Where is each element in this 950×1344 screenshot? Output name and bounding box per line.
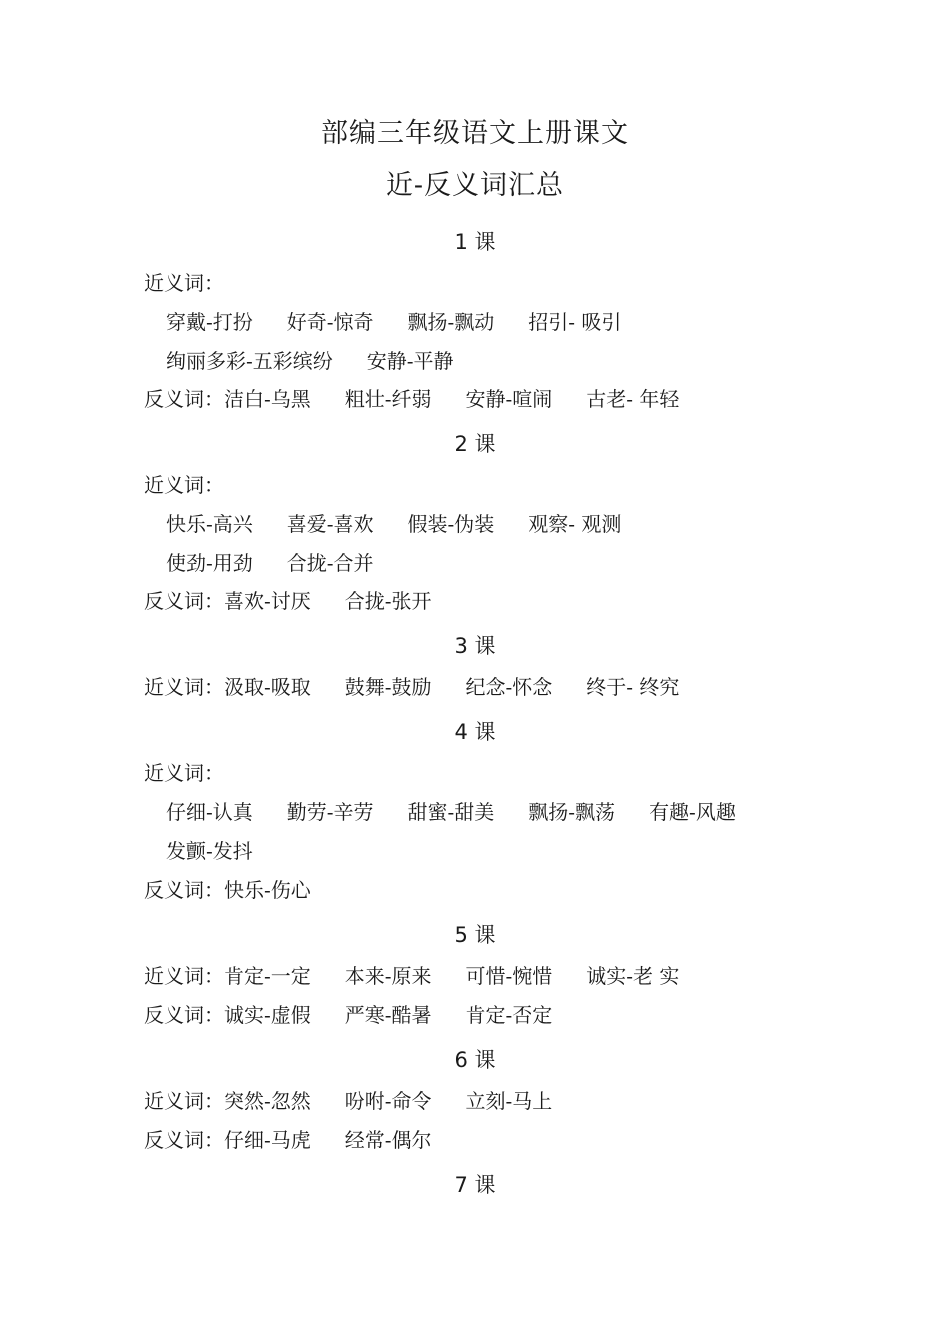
word-pair: 仔细-认真 [166, 800, 253, 824]
lesson-4-antonym-row: 反义词：快乐-伤心 [144, 878, 311, 902]
word-pair: 使劲-用劲 [166, 551, 253, 575]
lesson-1-heading: 1 课 [454, 230, 496, 254]
lesson-1-antonym-row: 反义词：洁白-乌黑 粗壮-纤弱 安静-喧闹 古老- 年轻 [144, 387, 680, 411]
document-title: 部编三年级语文上册课文 [321, 118, 629, 149]
word-pair: 仔细-马虎 [224, 1128, 311, 1152]
lesson-1-synonym-row-1 [166, 309, 655, 335]
lesson-7-heading: 7 课 [454, 1173, 496, 1197]
lesson-2-synonym-row-2 [166, 550, 408, 576]
word-pair: 肯定-否定 [465, 1003, 553, 1027]
lesson-3-heading: 3 课 [454, 634, 496, 658]
word-pair: 快乐-伤心 [224, 878, 311, 902]
word-pair: 鼓舞-鼓励 [344, 675, 432, 699]
word-pair: 突然-忽然 [224, 1089, 311, 1113]
word-pair: 飘扬-飘荡 [528, 800, 616, 824]
word-pair: 肯定-一定 [224, 964, 311, 988]
lesson-6-synonym-row: 近义词：突然-忽然 吩咐-命令 立刻-马上 [144, 1089, 553, 1113]
word-pair: 经常-偶尔 [344, 1128, 432, 1152]
document-subtitle: 近-反义词汇总 [385, 170, 565, 201]
word-pair: 招引- 吸引 [528, 310, 622, 334]
lesson-4-synonym-row-2 [166, 838, 287, 864]
lesson-4-synonym-row-1 [166, 799, 770, 825]
lesson-6-heading: 6 课 [454, 1048, 496, 1072]
word-pair: 立刻-马上 [465, 1089, 553, 1113]
word-pair: 勤劳-辛劳 [286, 800, 374, 824]
lesson-3-synonym-row: 近义词：汲取-吸取 鼓舞-鼓励 纪念-怀念 终于- 终究 [144, 675, 680, 699]
word-pair: 喜欢-讨厌 [224, 589, 311, 613]
word-pair: 有趣-风趣 [649, 800, 736, 824]
lesson-2-synonym-label: 近义词： [144, 473, 224, 497]
word-pair: 观察- 观测 [528, 512, 622, 536]
word-pair: 诚实-老 实 [586, 964, 680, 988]
lesson-2-heading: 2 课 [454, 432, 496, 456]
lesson-4-synonym-label: 近义词： [144, 761, 224, 785]
lesson-4-heading: 4 课 [454, 720, 496, 744]
word-pair: 纪念-怀念 [465, 675, 553, 699]
lesson-2-antonym-row: 反义词：喜欢-讨厌 合拢-张开 [144, 589, 432, 613]
word-pair: 合拢-合并 [286, 551, 374, 575]
word-pair: 快乐-高兴 [166, 512, 253, 536]
word-pair: 严寒-酷暑 [344, 1003, 432, 1027]
word-pair: 吩咐-命令 [344, 1089, 432, 1113]
word-pair: 洁白-乌黑 [224, 387, 311, 411]
lesson-5-antonym-row: 反义词：诚实-虚假 严寒-酷暑 肯定-否定 [144, 1003, 553, 1027]
word-pair: 本来-原来 [344, 964, 432, 988]
word-pair: 可惜-惋惜 [465, 964, 553, 988]
word-pair: 假装-伪装 [407, 512, 495, 536]
lesson-1-synonym-label: 近义词： [144, 271, 224, 295]
word-pair: 安静-喧闹 [465, 387, 553, 411]
word-pair: 发颤-发抖 [166, 839, 253, 863]
lesson-2-synonym-row-1 [166, 511, 655, 537]
word-pair: 喜爱-喜欢 [286, 512, 374, 536]
word-pair: 诚实-虚假 [224, 1003, 311, 1027]
word-pair: 好奇-惊奇 [286, 310, 374, 334]
word-pair: 终于- 终究 [586, 675, 680, 699]
word-pair: 甜蜜-甜美 [407, 800, 495, 824]
word-pair: 粗壮-纤弱 [344, 387, 432, 411]
word-pair: 绚丽多彩-五彩缤纷 [166, 349, 333, 373]
word-pair: 飘扬-飘动 [407, 310, 495, 334]
word-pair: 安静-平静 [366, 349, 454, 373]
lesson-5-synonym-row: 近义词：肯定-一定 本来-原来 可惜-惋惜 诚实-老 实 [144, 964, 680, 988]
lesson-5-heading: 5 课 [454, 923, 496, 947]
word-pair: 合拢-张开 [344, 589, 432, 613]
lesson-6-antonym-row: 反义词：仔细-马虎 经常-偶尔 [144, 1128, 432, 1152]
word-pair: 古老- 年轻 [586, 387, 680, 411]
word-pair: 穿戴-打扮 [166, 310, 253, 334]
word-pair: 汲取-吸取 [224, 675, 311, 699]
lesson-1-synonym-row-2 [166, 348, 488, 374]
